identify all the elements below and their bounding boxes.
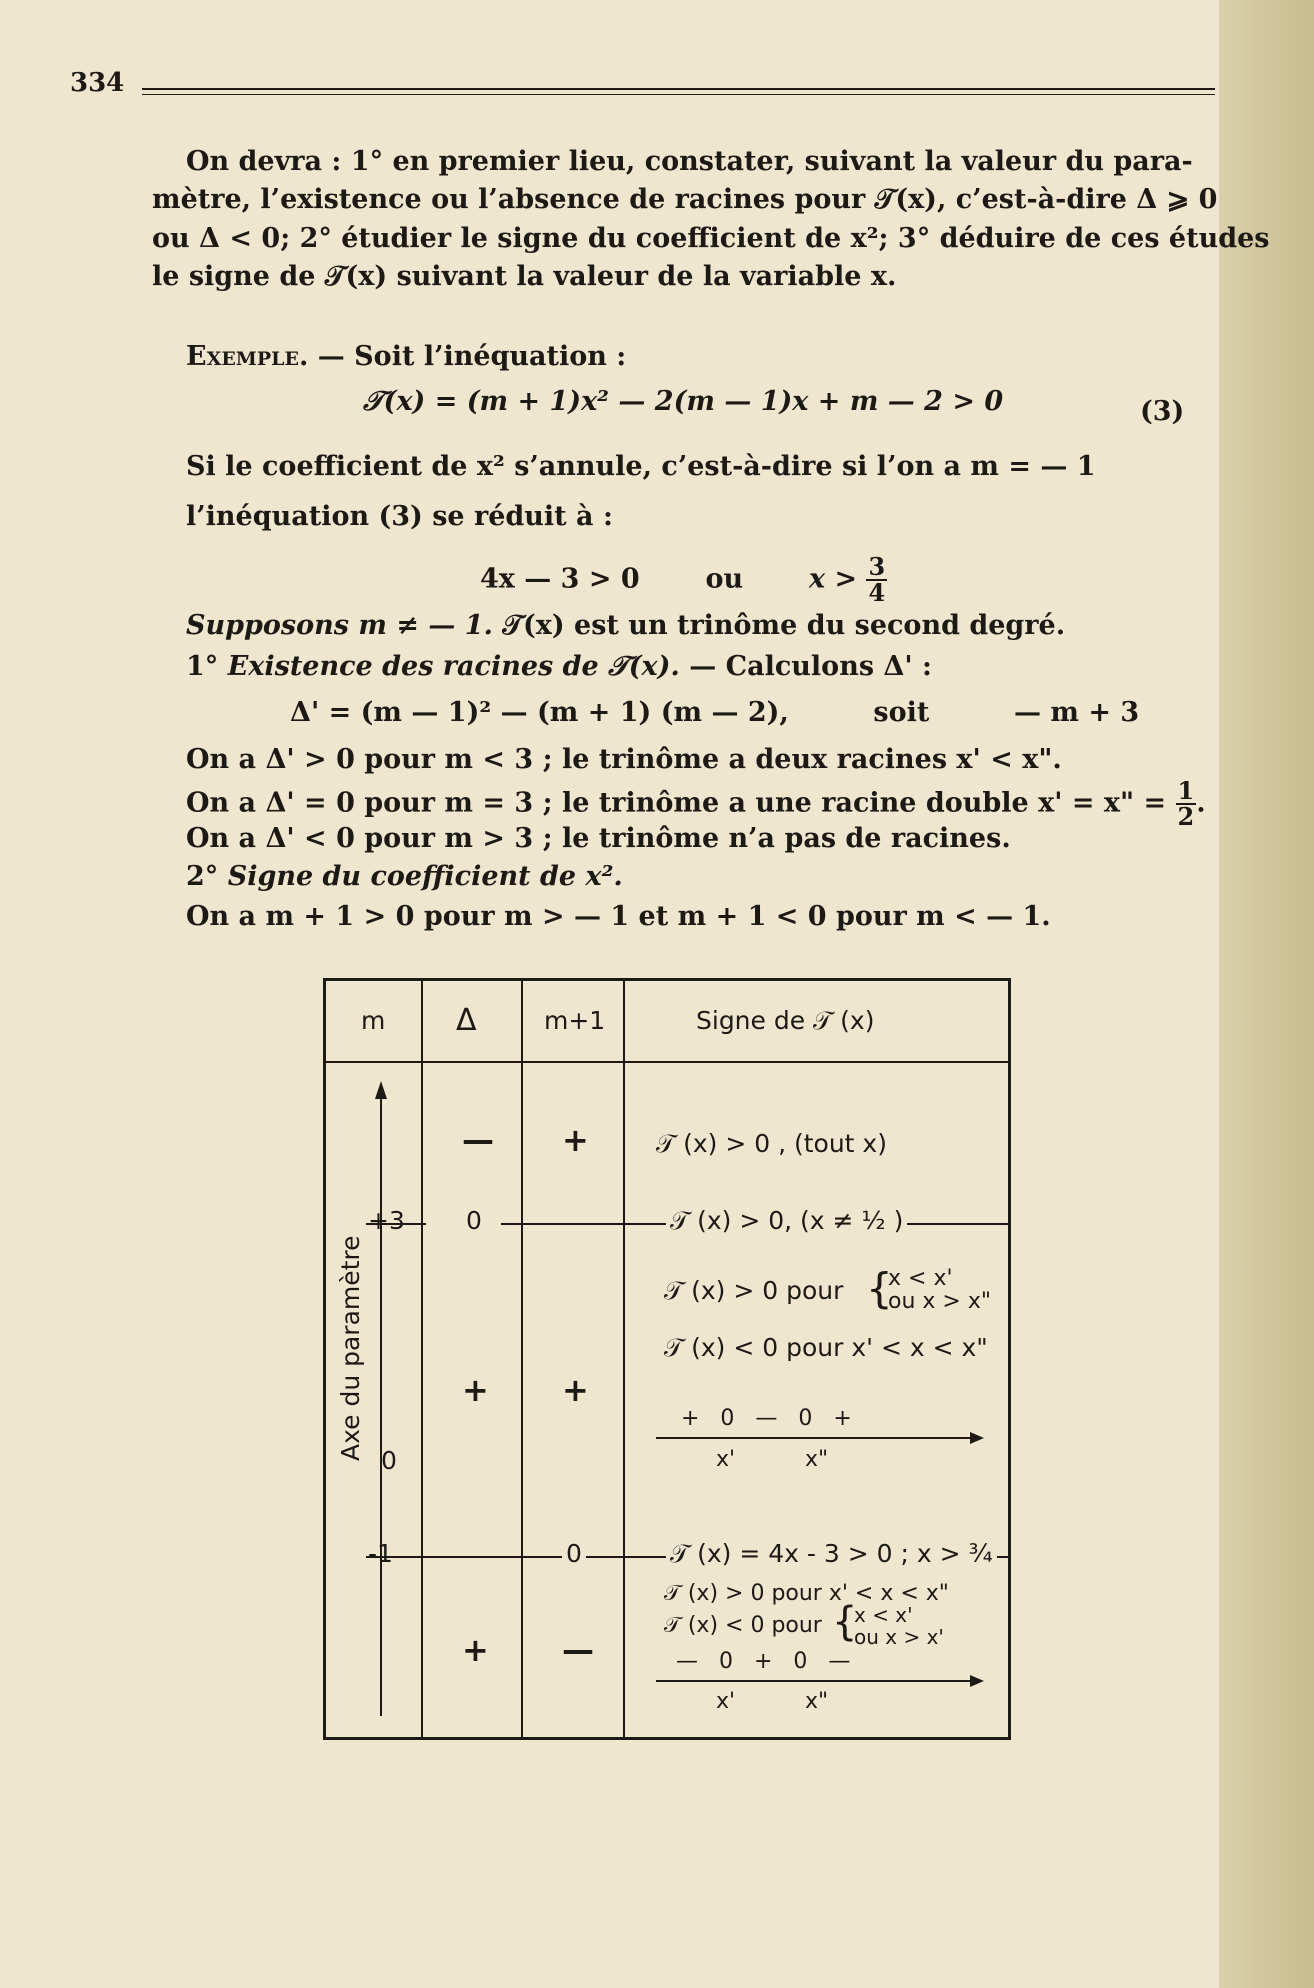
coefficient-line: Si le coefficient de x² s’annule, c’est-à-dire si l’on a m = — 1 [186, 451, 1096, 482]
fraction-three-quarters: $\frac{3}{4}$ [868, 552, 886, 607]
delta-zero: 0 [462, 1206, 486, 1235]
reduced-or: ou [705, 563, 744, 595]
suppose-rest: 𝒯(x) est un trinôme du second degré. [502, 610, 1066, 641]
equation-number: (3) [1140, 396, 1185, 427]
coef-sign-row-low: — [562, 1631, 594, 1669]
parameter-axis-arrow [371, 1081, 391, 1721]
page-number: 334 [70, 68, 125, 98]
delta-sign-row1: — [462, 1121, 494, 1159]
header-coefficient: m+1 [544, 1006, 606, 1035]
coef-zero: 0 [562, 1539, 586, 1568]
paragraph-line: ou Δ < 0; 2° étudier le signe du coefficient de x²; 3° déduire de ces études [152, 223, 1270, 254]
brace: { [832, 1599, 858, 1645]
coef-sign-row1: + [562, 1121, 589, 1159]
suppose-italic: Supposons m ≠ — 1. [186, 610, 493, 641]
tick-minus1: -1 [368, 1539, 393, 1568]
negative-condition-low-label: 𝒯 (x) < 0 pour [664, 1613, 822, 1638]
positive-condition-low: 𝒯 (x) > 0 pour x' < x < x" [664, 1581, 949, 1606]
delta-sign-row-low: + [462, 1631, 489, 1669]
positive-case-1: x < x' [888, 1266, 953, 1291]
header-delta: Δ [456, 1003, 477, 1038]
example-label: Exemple. [186, 341, 309, 372]
page-edge [1219, 0, 1314, 1988]
number-line-roots-low: x' x" [716, 1689, 829, 1714]
delta-formula: Δ' = (m — 1)² — (m + 1) (m — 2), [290, 697, 789, 728]
paragraph-line: On devra : 1° en premier lieu, constater, suivant la valeur du para- [186, 146, 1193, 177]
inequation: 𝒯(x) = (m + 1)x² — 2(m — 1)x + m — 2 > 0 [363, 386, 1004, 417]
column-divider [421, 981, 423, 1737]
positive-case-2: ou x > x" [888, 1289, 991, 1314]
delta-sign-row-mid: + [462, 1371, 489, 1409]
reduced-left: 4x — 3 > 0 [480, 563, 640, 595]
fraction-one-half: $\frac{1}{2}$ [1177, 776, 1195, 831]
reduced-right: x > [808, 563, 858, 595]
delta-formula-line [290, 694, 1139, 732]
header-rule [142, 88, 1215, 90]
step2-line: 2° Signe du coefficient de x². [186, 861, 623, 892]
number-line [656, 1428, 986, 1448]
sign-row-double-root: 𝒯 (x) > 0, (x ≠ ½ ) [666, 1206, 907, 1236]
header-sign: Signe de 𝒯 (x) [696, 1006, 875, 1035]
example-intro: — Soit l’inéquation : [317, 341, 627, 372]
coef-sign-row-mid: + [562, 1371, 589, 1409]
sign-table [323, 978, 1011, 1740]
sign-row-linear: 𝒯 (x) = 4x - 3 > 0 ; x > ¾ [666, 1539, 997, 1569]
delta-soit: soit [873, 697, 930, 728]
negative-case-2: ou x > x' [854, 1625, 944, 1649]
paragraph-line: le signe de 𝒯(x) suivant la valeur de la variable x. [152, 261, 897, 292]
positive-condition-label: 𝒯 (x) > 0 pour [664, 1276, 844, 1305]
negative-case-1: x < x' [854, 1603, 913, 1627]
sign-row1: 𝒯 (x) > 0 , (tout x) [656, 1129, 887, 1158]
case-line-3: On a Δ' < 0 pour m > 3 ; le trinôme n’a pas de racines. [186, 823, 1011, 854]
step1-title: Existence des racines de 𝒯(x). [227, 651, 680, 682]
sign-line-signs-low: — 0 + 0 — [676, 1649, 851, 1674]
example-heading [186, 338, 626, 376]
sign-line-signs: + 0 — 0 + [681, 1406, 852, 1431]
reduces-line: l’inéquation (3) se réduit à : [186, 501, 613, 532]
paragraph-line: mètre, l’existence ou l’absence de racines pour 𝒯(x), c’est-à-dire Δ ⩾ 0 [152, 184, 1218, 215]
step1-line: 1° Existence des racines de 𝒯(x). — Calculons Δ' : [186, 651, 933, 682]
step2-title: Signe du coefficient de x². [227, 861, 623, 892]
negative-condition: 𝒯 (x) < 0 pour x' < x < x" [664, 1333, 988, 1362]
tick-plus3: +3 [368, 1206, 405, 1235]
number-line-low [656, 1671, 986, 1691]
header-rule-thin [142, 94, 1215, 95]
tick-zero: 0 [381, 1446, 397, 1475]
brace: { [866, 1264, 893, 1313]
suppose-line [186, 607, 1065, 645]
case-line-1: On a Δ' > 0 pour m < 3 ; le trinôme a deux racines x' < x". [186, 744, 1062, 775]
column-divider [623, 981, 625, 1737]
reduced-inequation [480, 552, 887, 607]
delta-result: — m + 3 [1013, 697, 1140, 728]
column-divider [521, 981, 523, 1737]
sign-line: On a m + 1 > 0 pour m > — 1 et m + 1 < 0 pour m < — 1. [186, 901, 1051, 932]
number-line-roots: x' x" [716, 1447, 829, 1472]
page-header [70, 68, 1215, 108]
case-line-2: On a Δ' = 0 pour m = 3 ; le trinôme a une racine double x' = x" = $\frac{1}{2}$ . [186, 776, 1206, 831]
header-divider [326, 1061, 1008, 1063]
axis-label: Axe du paramètre [336, 1235, 365, 1461]
header-m: m [361, 1006, 386, 1035]
